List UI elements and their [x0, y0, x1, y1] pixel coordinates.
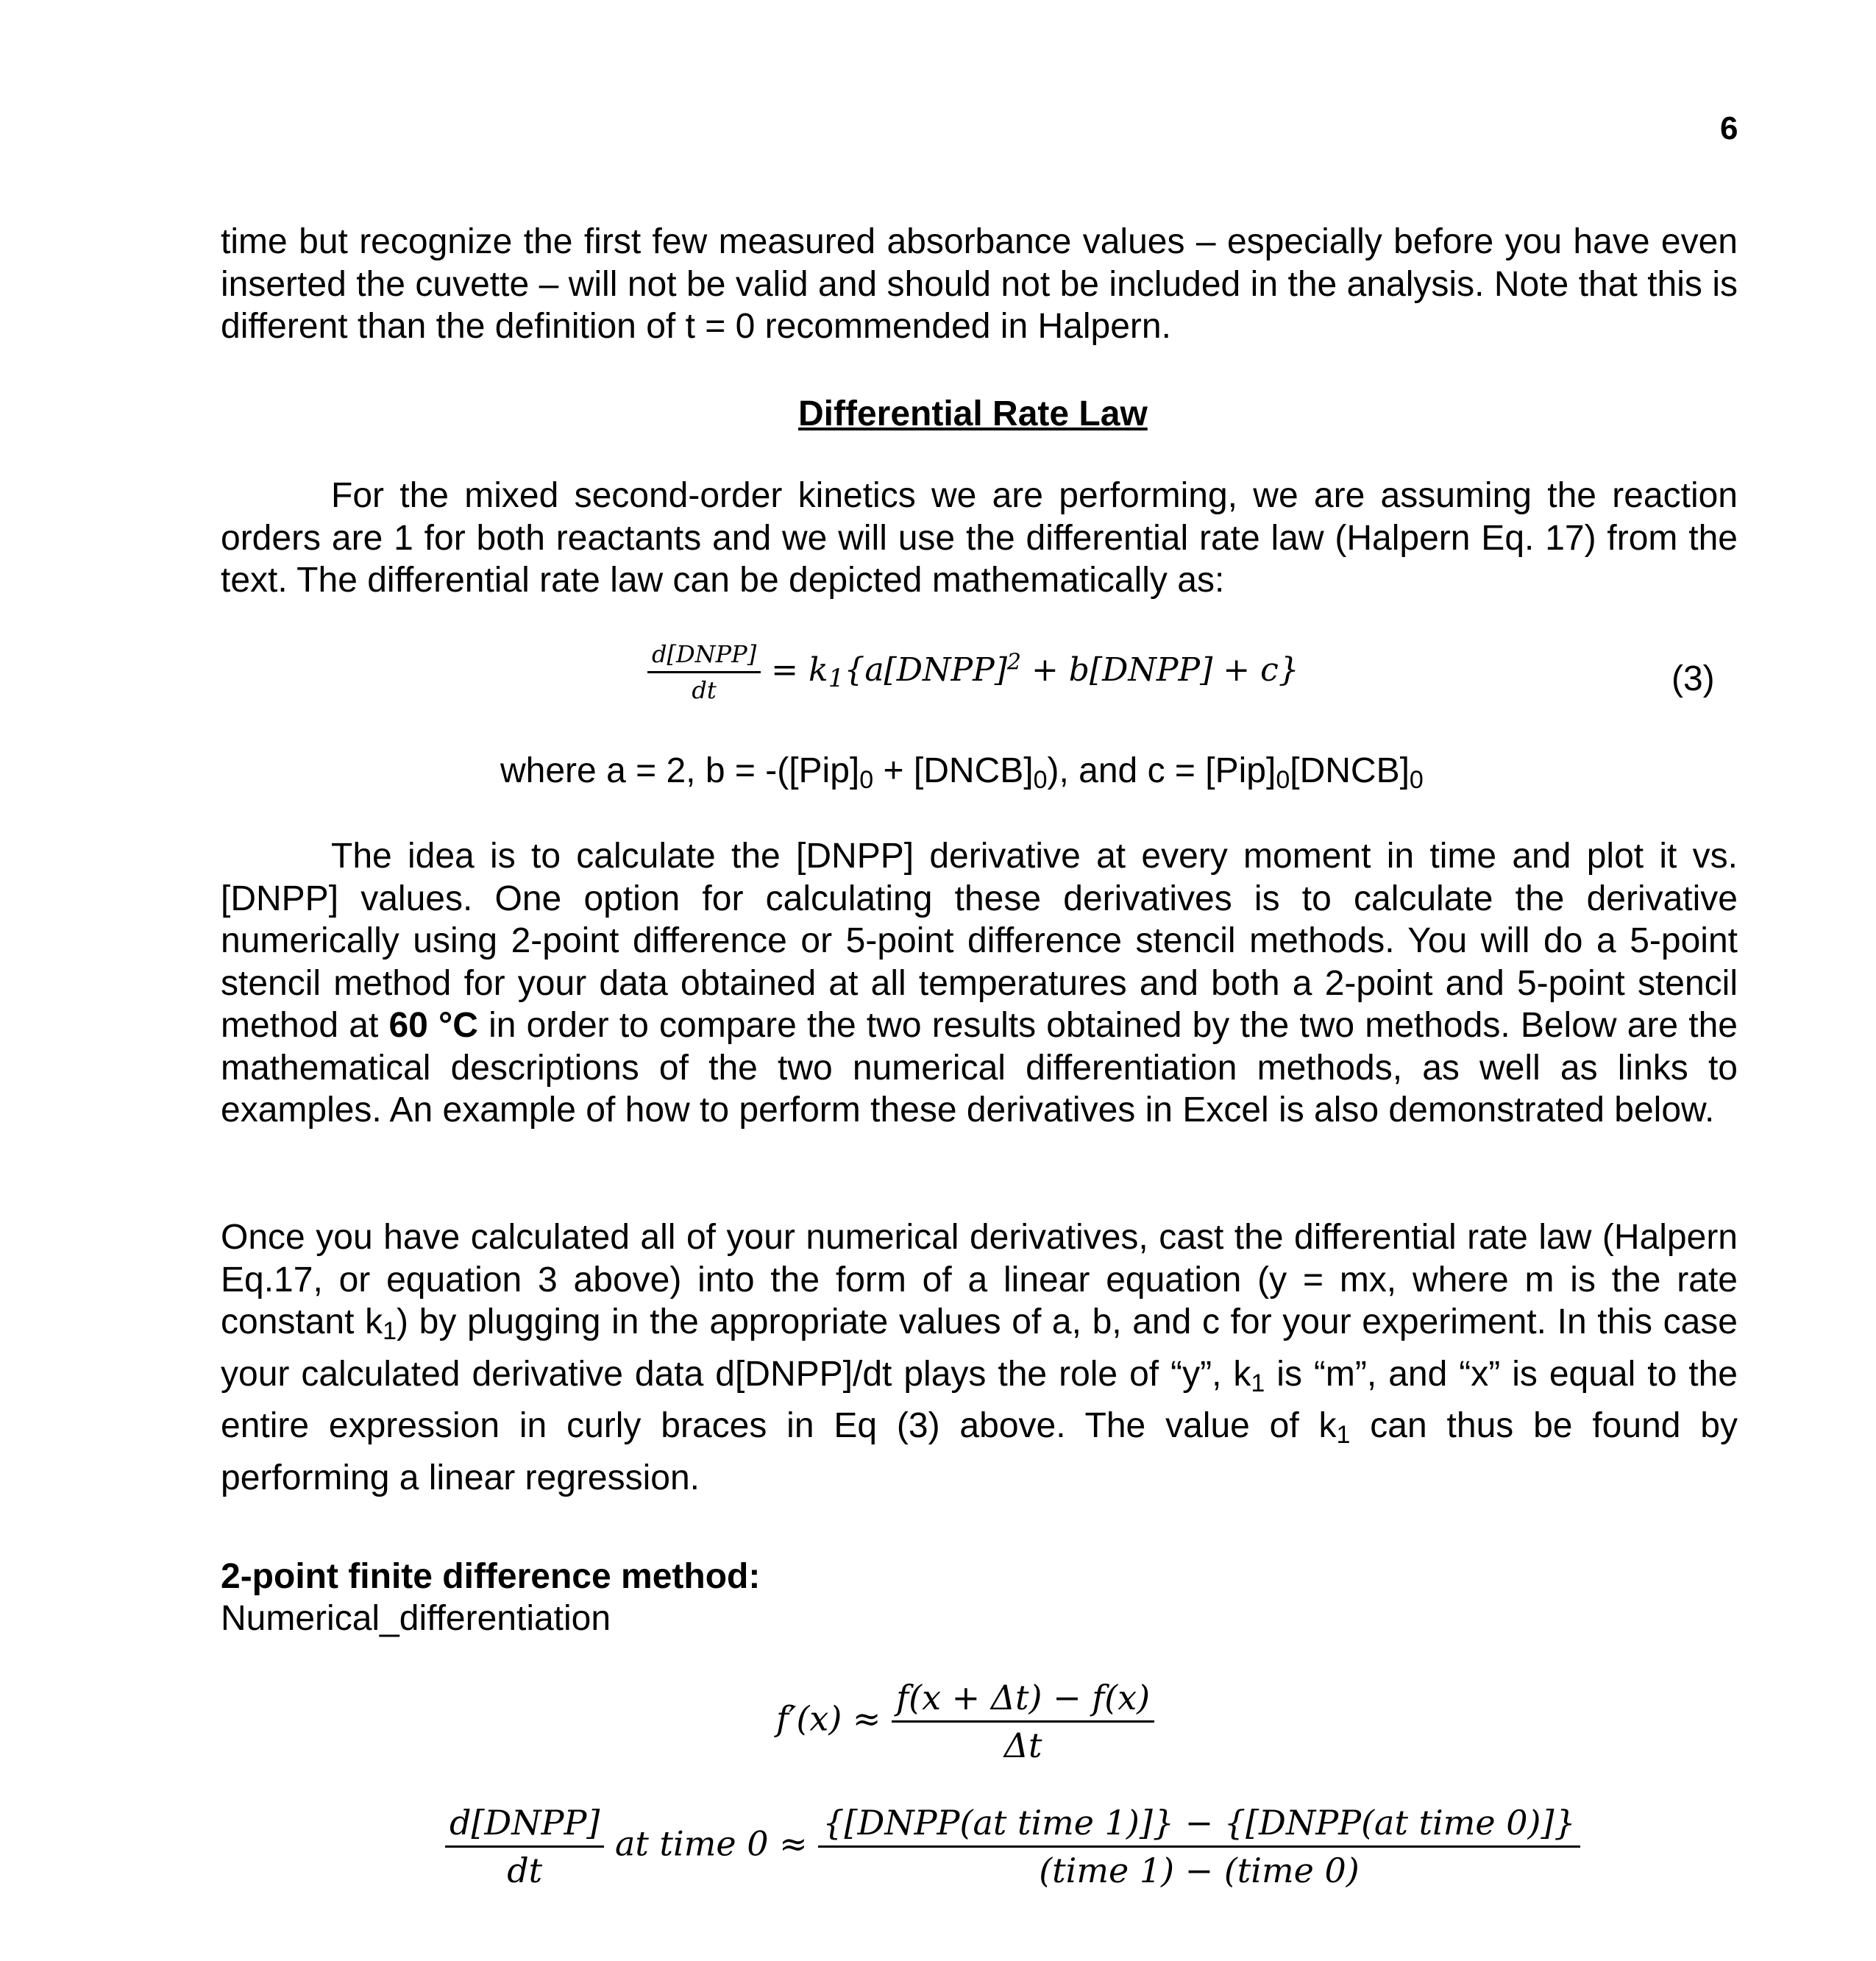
section-heading: Differential Rate Law	[798, 394, 1148, 433]
intro-paragraph: time but recognize the first few measured absorbance values – especially before you have even inserted the cuvette – will not be valid and should not be included in the analysis. Note that this is different than the definition of t = 0 recommended in Halpern.	[221, 222, 1738, 346]
where-text-1: where a = 2, b = -([Pip]	[500, 751, 860, 790]
dnpp-lhs-fraction	[445, 1803, 604, 1890]
eq3-k-subscript: 1	[828, 664, 845, 693]
dnpp-rhs-denominator: (time 1) − (time 0)	[1039, 1851, 1360, 1890]
fprime-lhs: f′(x) ≈	[776, 1698, 881, 1739]
eq3-brace-rest: + b[DNPP] + c}	[1020, 651, 1299, 689]
dnpp-rhs-numerator: {[DNPP(at time 1)]} − {[DNPP(at time 0)]}	[818, 1803, 1580, 1848]
dnpp-lhs-numerator: d[DNPP]	[445, 1803, 604, 1848]
where-line	[500, 751, 1424, 795]
where-sub-2: 0	[1033, 766, 1048, 794]
where-sub-3: 0	[1276, 766, 1290, 794]
fprime-fraction	[892, 1678, 1154, 1765]
where-text-3: ), and c = [Pip]	[1047, 751, 1276, 790]
eq3-lhs-fraction	[647, 640, 761, 704]
eq3-brace-a: {a[DNPP]	[844, 651, 1007, 689]
eq3-equals-k: = k	[771, 651, 828, 689]
fprime-equation	[776, 1678, 1154, 1765]
fprime-numerator: f(x + Δt) − f(x)	[892, 1678, 1154, 1723]
idea-text-1: The idea is to calculate the [DNPP] derivative at every moment in time and plot it vs. [DNPP] values. One option for calculating these derivatives is to calculate the derivative numerically using 2-point difference or 5-point difference stencil methods. You will do a 5-point stencil method for your data obtained at all temperatures and both a 2-point and 5-point stencil method at	[221, 837, 1738, 1045]
eq3-lhs-numerator: d[DNPP]	[647, 640, 761, 673]
rate-law-paragraph: For the mixed second-order kinetics we are performing, we are assuming the reaction orders are 1 for both reactants and we will use the differential rate law (Halpern Eq. 17) from the text. The differential rate law can be depicted mathematically as:	[221, 476, 1738, 600]
dnpp-lhs-denominator: dt	[507, 1851, 543, 1890]
dnpp-middle: at time 0 ≈	[615, 1823, 808, 1864]
eq3-square: 2	[1006, 649, 1021, 675]
two-point-link[interactable]: Numerical_differentiation	[221, 1599, 611, 1638]
equation-3-label: (3)	[1671, 659, 1715, 698]
idea-text-2: in order to compare the two results obtained by the two methods. Below are the mathematical descriptions of the two numerical differentiation methods, as well as links to examples. An example of how to perform these derivatives in Excel is also demonstrated below.	[221, 1006, 1738, 1130]
once-text-3: is “m”, and “x” is equal to the entire expression in curly braces in Eq (3) above. The value of k	[221, 1354, 1738, 1445]
once-sub-3: 1	[1336, 1421, 1351, 1449]
dnpp-rhs-fraction	[818, 1803, 1580, 1890]
once-text-1: Once you have calculated all of your numerical derivatives, cast the differential rate law (Halpern Eq.17, or equation 3 above) into the form of a linear equation (y = mx, where m is the rate constant k	[221, 1218, 1738, 1341]
idea-bold-temperature: 60 °C	[388, 1006, 478, 1045]
where-text-2: + [DNCB]	[873, 751, 1034, 790]
eq3-lhs-denominator: dt	[692, 676, 717, 704]
equation-3	[647, 640, 1299, 704]
idea-paragraph	[221, 835, 1738, 1132]
fprime-denominator: Δt	[1003, 1726, 1042, 1765]
once-sub-2: 1	[1251, 1369, 1265, 1397]
once-sub-1: 1	[383, 1317, 397, 1345]
once-text-2: ) by plugging in the appropriate values of a, b, and c for your experiment. In this case your calculated derivative data d[DNPP]/dt plays the role of “y”, k	[221, 1302, 1738, 1394]
once-text-4: can thus be found by performing a linear regression.	[221, 1406, 1738, 1497]
two-point-heading: 2-point finite difference method:	[221, 1557, 761, 1596]
where-sub-4: 0	[1409, 766, 1424, 794]
page-number: 6	[1720, 110, 1738, 146]
where-sub-1: 0	[859, 766, 874, 794]
dnpp-two-point-equation	[445, 1803, 1580, 1890]
where-text-4: [DNCB]	[1290, 751, 1410, 790]
once-paragraph	[221, 1216, 1738, 1499]
